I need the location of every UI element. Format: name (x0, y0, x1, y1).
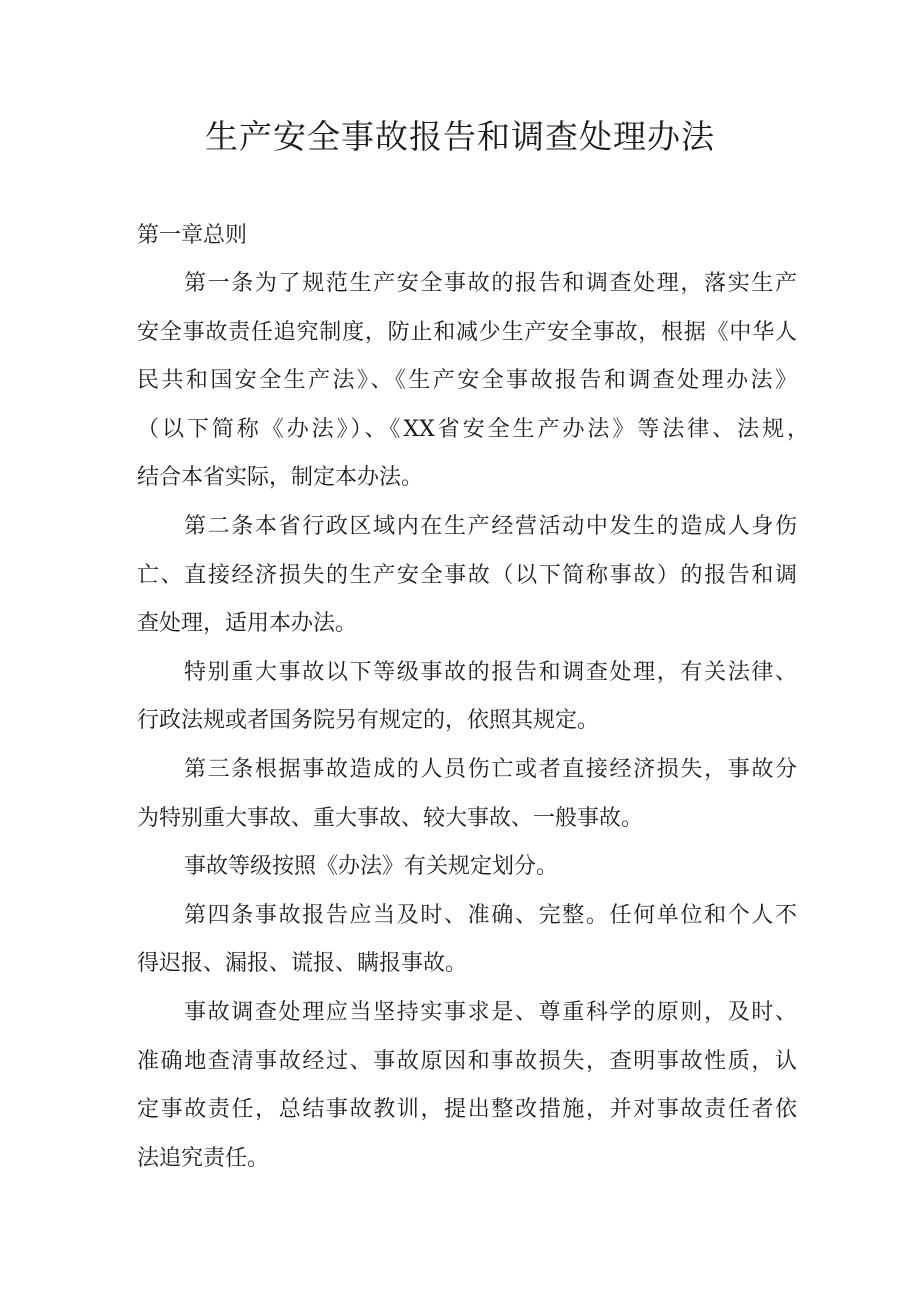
text-line: 民共和国安全生产法》、《生产安全事故报告和调查处理办法》 (137, 368, 797, 394)
text-line: 结合本省实际，制定本办法。 (137, 465, 424, 491)
text-line: 第一条为了规范生产安全事故的报告和调查处理，落实生产 (184, 271, 797, 296)
paragraph-article-2-supplement (137, 649, 797, 746)
text-line: 法追究责任。 (137, 1145, 270, 1171)
document-body (137, 212, 809, 1183)
document-title: 生产安全事故报告和调查处理办法 (205, 117, 715, 156)
text-line: 第三条根据事故造成的人员伤亡或者直接经济损失，事故分 (184, 756, 797, 782)
text-line: （以下简称《办法》）、《XX省安全生产办法》等法律、法规， (137, 416, 809, 442)
text-line: 事故等级按照《办法》有关规定划分。 (184, 854, 559, 880)
text-line: 特别重大事故以下等级事故的报告和调查处理，有关法律、 (184, 659, 797, 685)
paragraph-article-1 (137, 260, 809, 503)
paragraph-article-3-supplement (137, 843, 797, 892)
text-line: 行政法规或者国务院另有规定的，依照其规定。 (137, 708, 600, 734)
text-line: 安全事故责任追究制度，防止和减少生产安全事故，根据《中华人 (137, 319, 797, 345)
paragraph-article-3 (137, 746, 797, 843)
text-line: 得迟报、漏报、谎报、瞒报事故。 (137, 951, 468, 977)
text-line: 定事故责任，总结事故教训，提出整改措施，并对事故责任者依 (137, 1097, 797, 1123)
text-line: 为特别重大事故、重大事故、较大事故、一般事故。 (137, 805, 644, 831)
text-line: 准确地查清事故经过、事故原因和事故损失，查明事故性质，认 (137, 1048, 797, 1074)
text-line: 第二条本省行政区域内在生产经营活动中发生的造成人身伤 (184, 513, 797, 539)
paragraph-article-2 (137, 503, 797, 649)
paragraph-article-4 (137, 892, 797, 989)
text-line: 查处理，适用本办法。 (137, 611, 358, 637)
text-line: 事故调查处理应当坚持实事求是、尊重科学的原则，及时、 (184, 999, 797, 1025)
text-line: 亡、直接经济损失的生产安全事故（以下简称事故）的报告和调 (137, 562, 797, 588)
chapter-heading: 第一章总则 (137, 223, 248, 248)
paragraph-article-4-supplement (137, 989, 797, 1183)
text-line: 第四条事故报告应当及时、准确、完整。任何单位和个人不 (184, 902, 797, 928)
